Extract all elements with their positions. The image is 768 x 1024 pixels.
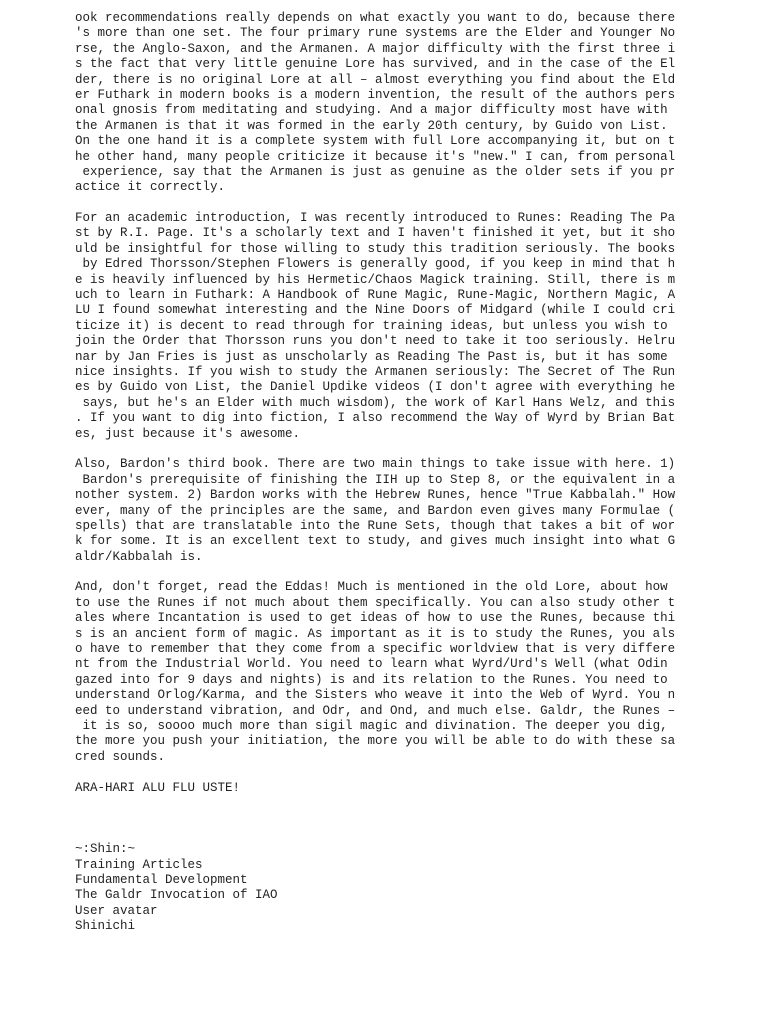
- text-line: by Edred Thorsson/Stephen Flowers is generally good, if you keep in mind that h: [75, 257, 676, 272]
- text-line: uld be insightful for those willing to study this tradition seriously. The books: [75, 241, 676, 256]
- text-line: For an academic introduction, I was recently introduced to Runes: Reading The Pa: [75, 211, 676, 226]
- text-line: eed to understand vibration, and Odr, and Ond, and much else. Galdr, the Runes –: [75, 703, 676, 718]
- text-line: it is so, soooo much more than sigil magic and divination. The deeper you dig,: [75, 718, 668, 733]
- link-galdr-invocation[interactable]: The Galdr Invocation of IAO: [75, 888, 278, 903]
- text-line: ever, many of the principles are the same, and Bardon even gives many Formulae (: [75, 503, 676, 518]
- text-line: cred sounds.: [75, 749, 166, 764]
- link-fundamental-development[interactable]: Fundamental Development: [75, 872, 248, 887]
- text-line: Also, Bardon's third book. There are two main things to take issue with here. 1): [75, 457, 676, 472]
- text-line: On the one hand it is a complete system with full Lore accompanying it, but on t: [75, 134, 676, 149]
- text-line: 's more than one set. The four primary rune systems are the Elder and Younger No: [75, 26, 676, 41]
- paragraph: [75, 211, 755, 442]
- signature-text: ~:Shin:~: [75, 842, 136, 857]
- document-page: [75, 11, 755, 934]
- text-line: experience, say that the Armanen is just as genuine as the older sets if you pr: [75, 164, 676, 179]
- text-line: ticize it) is decent to read through for training ideas, but unless you wish to: [75, 318, 668, 333]
- text-line: es by Guido von List, the Daniel Updike videos (I don't agree with everything he: [75, 380, 676, 395]
- text-line: e is heavily influenced by his Hermetic/Chaos Magick training. Still, there is m: [75, 272, 676, 287]
- text-line: the more you push your initiation, the more you will be able to do with these sa: [75, 734, 676, 749]
- text-line: LU I found somewhat interesting and the Nine Doors of Midgard (while I could cri: [75, 303, 676, 318]
- text-line: understand Orlog/Karma, and the Sisters who weave it into the Web of Wyrd. You n: [75, 688, 676, 703]
- text-line: rse, the Anglo-Saxon, and the Armanen. A major difficulty with the first three i: [75, 41, 676, 56]
- article-body: [75, 11, 755, 796]
- signature-block: [75, 842, 755, 934]
- text-line: s the fact that very little genuine Lore has survived, and in the case of the El: [75, 57, 676, 72]
- user-avatar-alt-text: User avatar: [75, 903, 158, 918]
- text-line: nar by Jan Fries is just as unscholarly as Reading The Past is, but it has some: [75, 349, 668, 364]
- text-line: onal gnosis from meditating and studying. And a major difficulty most have with: [75, 103, 668, 118]
- username: Shinichi: [75, 919, 136, 934]
- text-line: the Armanen is that it was formed in the early 20th century, by Guido von List.: [75, 118, 668, 133]
- text-line: gazed into for 9 days and nights) is and its relation to the Runes. You need to: [75, 672, 668, 687]
- text-line: ales where Incantation is used to get ideas of how to use the Runes, because thi: [75, 611, 676, 626]
- text-line: nother system. 2) Bardon works with the Hebrew Runes, hence "True Kabbalah." How: [75, 488, 676, 503]
- text-line: spells) that are translatable into the Rune Sets, though that takes a bit of wor: [75, 518, 676, 533]
- text-line: nice insights. If you wish to study the Armanen seriously: The Secret of The Run: [75, 364, 676, 379]
- paragraph: [75, 580, 755, 765]
- text-line: says, but he's an Elder with much wisdom), the work of Karl Hans Welz, and this: [75, 395, 676, 410]
- text-line: der, there is no original Lore at all – almost everything you find about the Eld: [75, 72, 676, 87]
- text-line: And, don't forget, read the Eddas! Much is mentioned in the old Lore, about how: [75, 580, 668, 595]
- text-line: join the Order that Thorsson runs you don't need to take it too seriously. Helru: [75, 334, 676, 349]
- paragraph: [75, 11, 755, 196]
- paragraph: [75, 457, 755, 565]
- text-line: uch to learn in Futhark: A Handbook of Rune Magic, Rune-Magic, Northern Magic, A: [75, 288, 676, 303]
- text-line: to use the Runes if not much about them specifically. You can also study other t: [75, 595, 676, 610]
- text-line: k for some. It is an excellent text to study, and gives much insight into what G: [75, 534, 676, 549]
- text-line: aldr/Kabbalah is.: [75, 549, 203, 564]
- section-spacer: [75, 811, 755, 842]
- text-line: s is an ancient form of magic. As important as it is to study the Runes, you als: [75, 626, 676, 641]
- text-line: actice it correctly.: [75, 180, 226, 195]
- text-line: o have to remember that they come from a specific worldview that is very differe: [75, 642, 676, 657]
- link-training-articles[interactable]: Training Articles: [75, 857, 203, 872]
- text-line: er Futhark in modern books is a modern invention, the result of the authors pers: [75, 87, 676, 102]
- text-line: . If you want to dig into fiction, I also recommend the Way of Wyrd by Brian Bat: [75, 411, 676, 426]
- text-line: Bardon's prerequisite of finishing the IIH up to Step 8, or the equivalent in a: [75, 472, 676, 487]
- text-line: es, just because it's awesome.: [75, 426, 301, 441]
- text-line: nt from the Industrial World. You need to learn what Wyrd/Urd's Well (what Odin: [75, 657, 668, 672]
- text-line: ook recommendations really depends on what exactly you want to do, because there: [75, 11, 676, 25]
- text-line: he other hand, many people criticize it because it's "new." I can, from personal: [75, 149, 676, 164]
- text-line: st by R.I. Page. It's a scholarly text and I haven't finished it yet, but it sho: [75, 226, 676, 241]
- paragraph: [75, 781, 755, 796]
- text-line: ARA-HARI ALU FLU USTE!: [75, 780, 241, 795]
